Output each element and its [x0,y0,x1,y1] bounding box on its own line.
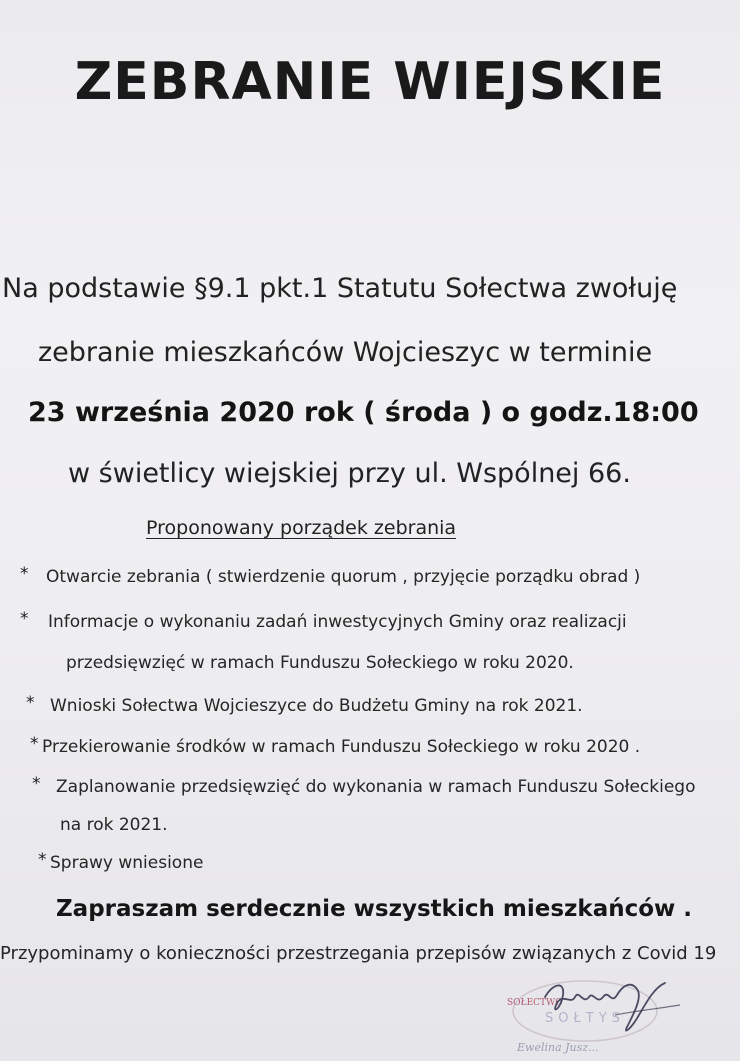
meeting-location: w świetlicy wiejskiej przy ul. Wspólnej 66. [68,458,631,489]
official-stamp-signature [505,975,695,1055]
agenda-item-2: Informacje o wykonaniu zadań inwestycyjnych Gminy oraz realizacji [48,612,627,632]
stamp-graphic [505,975,695,1055]
stamp-signature-name: Ewelina Jusz... [517,1041,599,1054]
bullet-marker: * [30,734,39,754]
bullet-marker: * [26,693,35,713]
agenda-item-5: Zaplanowanie przedsięwzięć do wykonania w ramach Funduszu Sołeckiego [56,777,696,797]
bullet-marker: * [20,609,29,629]
page-title: ZEBRANIE WIEJSKIE [74,52,666,112]
agenda-item-3: Wnioski Sołectwa Wojcieszyce do Budżetu Gminy na rok 2021. [50,696,583,716]
intro-line-1: Na podstawie §9.1 pkt.1 Statutu Sołectwa zwołuję [2,273,678,304]
agenda-item-5-cont: na rok 2021. [60,815,168,835]
bullet-marker: * [32,774,41,794]
stamp-text-1: SOŁECTWO [507,998,563,1008]
stamp-text-2: SOŁTYS [545,1011,625,1026]
intro-line-2: zebranie mieszkańców Wojcieszyc w terminie [38,337,653,368]
invitation-text: Zapraszam serdecznie wszystkich mieszkańców . [56,896,693,922]
bullet-marker: * [20,564,29,584]
agenda-item-2-cont: przedsięwzięć w ramach Funduszu Sołeckiego w roku 2020. [66,653,574,673]
bullet-marker: * [38,850,47,870]
meeting-date: 23 września 2020 rok ( środa ) o godz.18:00 [28,397,699,428]
agenda-heading: Proponowany porządek zebrania [146,517,457,539]
covid-notice: Przypominamy o konieczności przestrzegania przepisów związanych z Covid 19 [0,943,717,964]
agenda-item-6: Sprawy wniesione [50,853,204,873]
agenda-item-4: Przekierowanie środków w ramach Funduszu Sołeckiego w roku 2020 . [42,737,641,757]
agenda-item-1: Otwarcie zebrania ( stwierdzenie quorum , przyjęcie porządku obrad ) [46,567,641,587]
